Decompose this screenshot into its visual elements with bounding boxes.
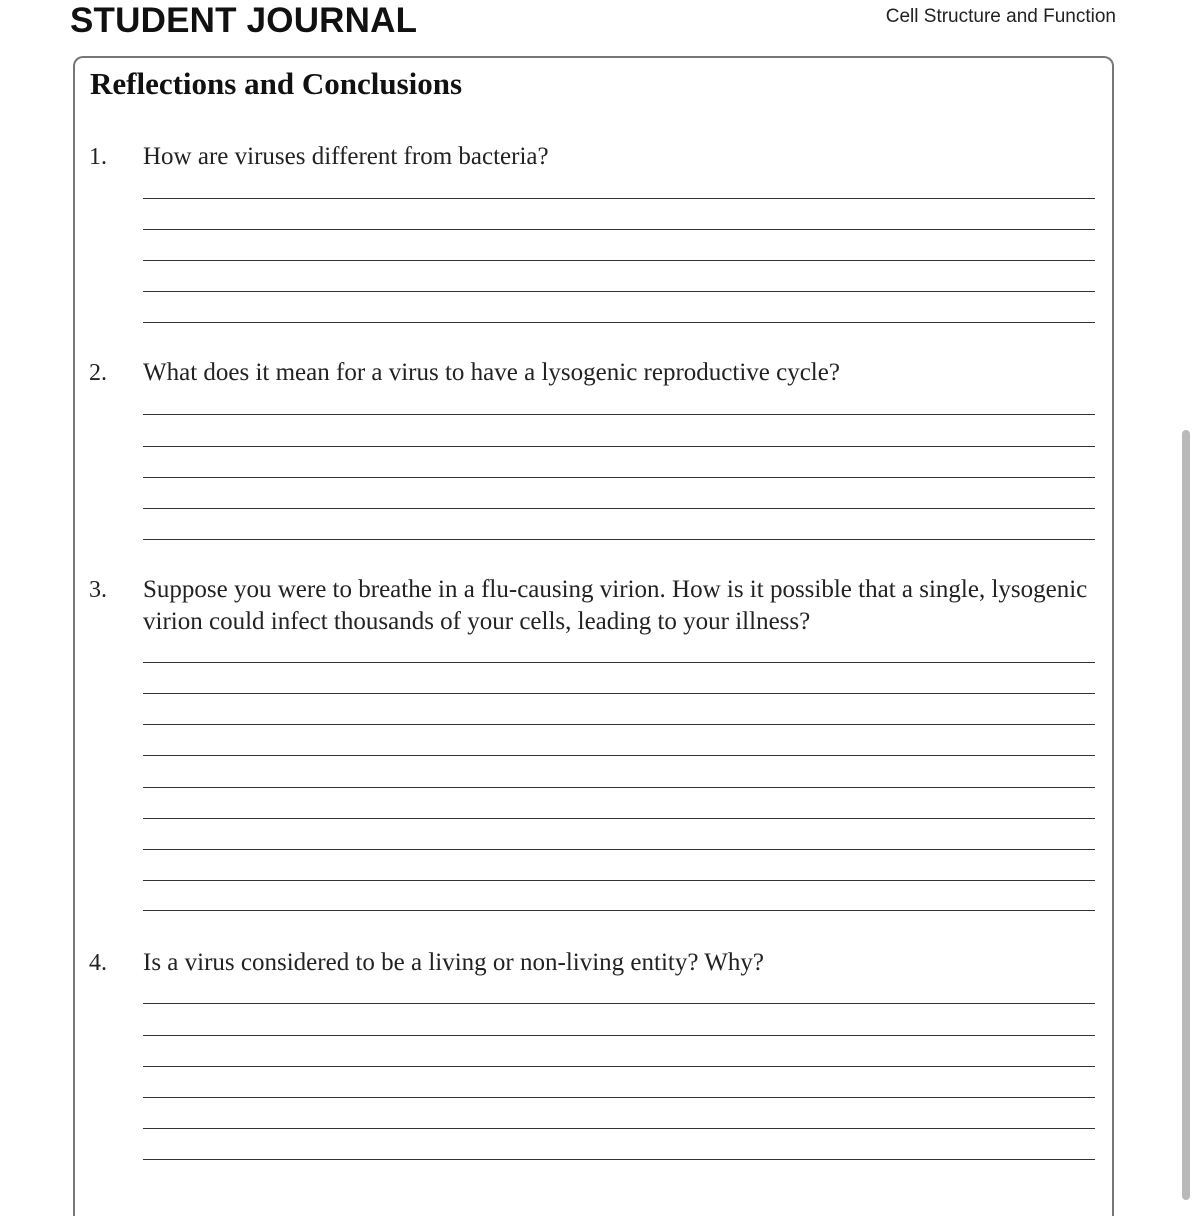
answer-line[interactable] bbox=[143, 477, 1095, 478]
unit-subject: Cell Structure and Function bbox=[885, 6, 1116, 27]
section-heading: Reflections and Conclusions bbox=[90, 66, 463, 101]
answer-line[interactable] bbox=[143, 198, 1095, 199]
answer-line[interactable] bbox=[143, 693, 1095, 694]
question-text: What does it mean for a virus to have a lysogenic reproductive cycle? bbox=[143, 359, 840, 386]
question-number: 3. bbox=[89, 577, 107, 603]
question-text: Is a virus considered to be a living or non-living entity? Why? bbox=[143, 949, 764, 976]
answer-line[interactable] bbox=[143, 1003, 1095, 1004]
answer-line[interactable] bbox=[143, 229, 1095, 230]
answer-line[interactable] bbox=[143, 1159, 1095, 1160]
answer-line[interactable] bbox=[143, 755, 1095, 756]
answer-line[interactable] bbox=[143, 1128, 1095, 1129]
answer-line[interactable] bbox=[143, 1066, 1095, 1067]
question-text: How are viruses different from bacteria? bbox=[143, 143, 549, 170]
answer-line[interactable] bbox=[143, 1097, 1095, 1098]
question-text: Suppose you were to breathe in a flu-causing virion. How is it possible that a single, lysogenic virion could infect thousands of your cells, leading to your illness? bbox=[143, 576, 1088, 635]
answer-line[interactable] bbox=[143, 291, 1095, 292]
question-number: 1. bbox=[89, 144, 107, 170]
answer-line[interactable] bbox=[143, 787, 1095, 788]
answer-line[interactable] bbox=[143, 849, 1095, 850]
answer-line[interactable] bbox=[143, 508, 1095, 509]
answer-line[interactable] bbox=[143, 818, 1095, 819]
answer-line[interactable] bbox=[143, 322, 1095, 323]
answer-line[interactable] bbox=[143, 662, 1095, 663]
journal-title: STUDENT JOURNAL bbox=[70, 1, 418, 40]
answer-line[interactable] bbox=[143, 880, 1095, 881]
answer-line[interactable] bbox=[143, 1035, 1095, 1036]
answer-line[interactable] bbox=[143, 910, 1095, 911]
answer-line[interactable] bbox=[143, 539, 1095, 540]
answer-line[interactable] bbox=[143, 724, 1095, 725]
scrollbar-thumb[interactable] bbox=[1182, 430, 1190, 1200]
question-number: 4. bbox=[89, 950, 107, 976]
answer-line[interactable] bbox=[143, 414, 1095, 415]
scrollbar[interactable] bbox=[1182, 430, 1190, 1200]
answer-line[interactable] bbox=[143, 446, 1095, 447]
answer-line[interactable] bbox=[143, 260, 1095, 261]
question-number: 2. bbox=[89, 360, 107, 386]
